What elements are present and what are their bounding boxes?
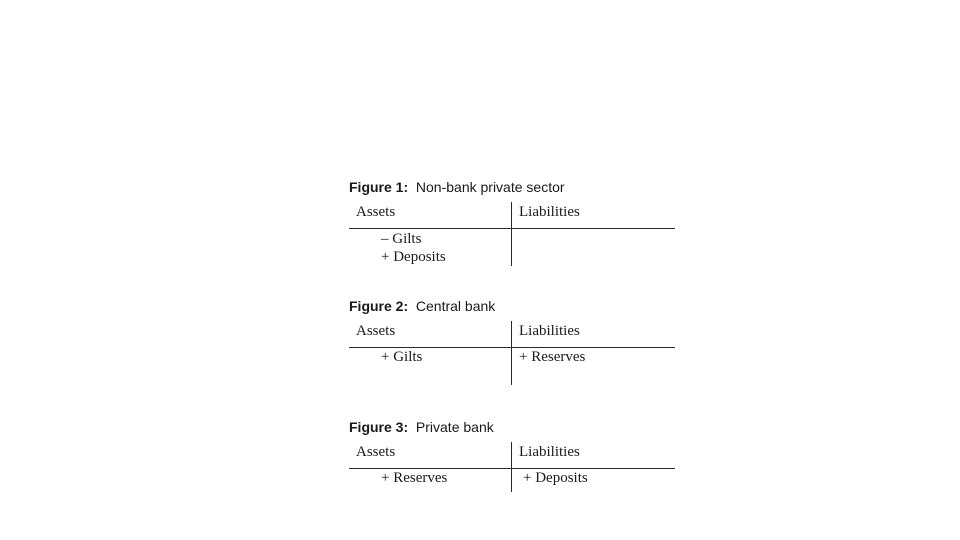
figure-label: Figure 1: xyxy=(349,179,409,195)
figure-caption xyxy=(349,297,675,315)
figure-title: Non-bank private sector xyxy=(415,179,565,195)
t-account xyxy=(349,321,675,385)
vertical-rule xyxy=(511,321,512,385)
figure-caption xyxy=(349,418,675,436)
t-account xyxy=(349,202,675,266)
asset-entry: + Gilts xyxy=(381,349,423,365)
assets-header: Assets xyxy=(356,444,396,460)
figure-label: Figure 2: xyxy=(349,298,409,314)
asset-entry: + Reserves xyxy=(381,470,448,486)
asset-entry: – Gilts xyxy=(381,231,422,247)
liabilities-header: Liabilities xyxy=(519,323,580,339)
liability-entry: + Reserves xyxy=(519,349,586,365)
figure-3 xyxy=(349,418,675,492)
t-account xyxy=(349,442,675,492)
asset-entry: + Deposits xyxy=(381,249,446,265)
liabilities-header: Liabilities xyxy=(519,444,580,460)
vertical-rule xyxy=(511,442,512,492)
horizontal-rule xyxy=(349,228,675,229)
vertical-rule xyxy=(511,202,512,266)
figure-label: Figure 3: xyxy=(349,419,409,435)
figure-caption xyxy=(349,178,675,196)
figure-1 xyxy=(349,178,675,266)
assets-header: Assets xyxy=(356,323,396,339)
figure-title: Central bank xyxy=(415,298,496,314)
assets-header: Assets xyxy=(356,204,396,220)
figure-title: Private bank xyxy=(415,419,494,435)
figure-2 xyxy=(349,297,675,385)
liability-entry: + Deposits xyxy=(523,470,588,486)
liabilities-header: Liabilities xyxy=(519,204,580,220)
